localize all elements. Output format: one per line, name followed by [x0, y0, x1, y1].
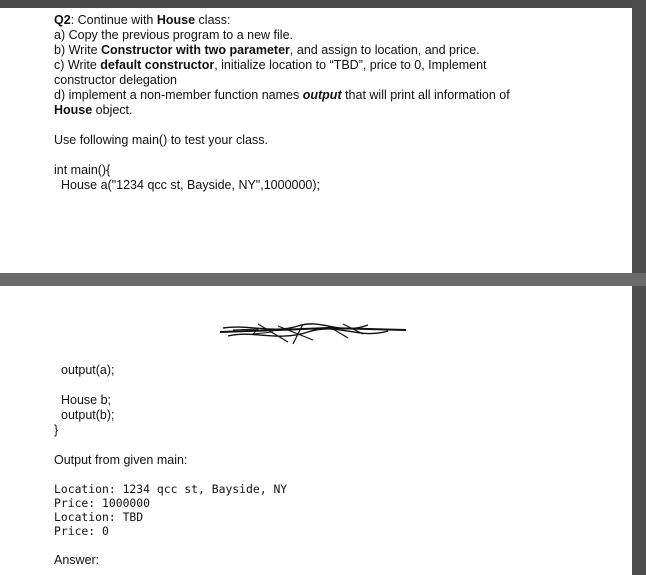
output-heading: Output from given main: [54, 453, 188, 467]
q2-heading-end: class: [195, 13, 231, 27]
scrollbar-track[interactable] [632, 0, 646, 575]
output-line: Location: 1234 qcc st, Bayside, NY [54, 482, 288, 496]
output-line: Price: 1000000 [54, 496, 151, 510]
item-c-post: , initialize location to “TBD”, price to 0, Implement [214, 58, 487, 72]
code-output-a: output(a); [61, 363, 115, 377]
output-line: Price: 0 [54, 524, 109, 538]
item-d-line2-bold: House [54, 103, 93, 117]
item-c-bold: default constructor [100, 58, 215, 72]
code-close-brace: } [54, 423, 59, 437]
item-b-post: , and assign to location, and price. [289, 43, 480, 57]
item-d-line2 [54, 103, 133, 118]
item-d-bold: output [302, 88, 342, 102]
q2-label: Q2 [54, 13, 71, 27]
answer-label: Answer: [54, 553, 100, 567]
q2-class-name: House [156, 13, 196, 27]
item-d-post: that will print all information of [341, 88, 510, 102]
output-line: Location: TBD [54, 510, 144, 524]
instruction-text: Use following main() to test your class. [54, 133, 268, 147]
item-d-line2-post: object. [92, 103, 133, 117]
item-a: a) Copy the previous program to a new file. [54, 28, 294, 42]
q2-heading-text: : Continue with [70, 13, 157, 27]
code-house-b: House b; [61, 393, 112, 407]
item-c-line2: constructor delegation [54, 73, 177, 87]
item-b [54, 43, 480, 58]
code-main-open: int main(){ [54, 163, 111, 177]
q2-heading [54, 13, 231, 28]
code-house-a: House a("1234 qcc st, Bayside, NY",1000000); [61, 178, 321, 192]
window-top-border [0, 0, 646, 8]
item-d-pre: d) implement a non-member function names [54, 88, 303, 102]
item-b-bold: Constructor with two parameter [101, 43, 290, 57]
code-output-b: output(b); [61, 408, 115, 422]
item-c-pre: c) Write [54, 58, 101, 72]
item-b-pre: b) Write [54, 43, 101, 57]
page-separator [0, 273, 646, 286]
scribble-mark [218, 320, 408, 350]
item-c [54, 58, 487, 73]
item-d [54, 88, 510, 103]
